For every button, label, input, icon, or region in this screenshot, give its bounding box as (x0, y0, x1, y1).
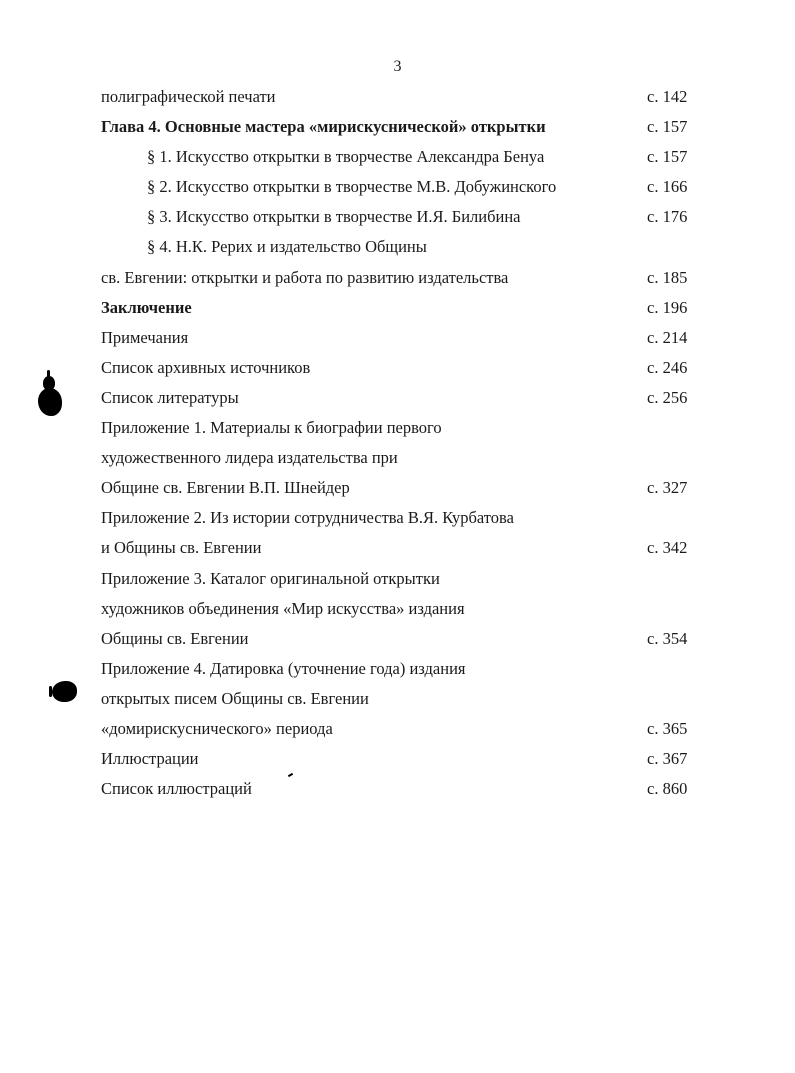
toc-entry-title: Иллюстрации (101, 749, 199, 769)
toc-entry (0, 353, 795, 383)
toc-entry (0, 293, 795, 323)
toc-entry (0, 473, 795, 503)
toc-entry-page: с. 860 (647, 779, 688, 799)
ink-blot (38, 388, 62, 416)
toc-entry (0, 202, 795, 232)
toc-entry-title: Общины св. Евгении (101, 628, 249, 648)
toc-entry-title: Приложение 3. Каталог оригинальной открытки (101, 568, 440, 588)
toc-entry-title: Примечания (101, 327, 189, 347)
toc-entry (0, 142, 795, 172)
toc-entry-page: с. 342 (647, 538, 688, 558)
toc-entry (0, 774, 795, 804)
toc-entry-page: с. 142 (647, 87, 688, 106)
toc-entry-title: Глава 4. Основные мастера «мирискуснической» открытки (101, 117, 546, 137)
toc-entry-title: Список архивных источников (101, 357, 311, 377)
toc-entry-title: и Общины св. Евгении (101, 538, 262, 558)
toc-entry (0, 82, 795, 112)
toc-entry-title: полиграфической печати (101, 87, 276, 106)
toc-entry-page: с. 196 (647, 297, 688, 317)
toc-entry-title: художественного лидера издательства при (101, 448, 398, 468)
toc-entry-title: Список литературы (101, 387, 239, 407)
toc-entry-title: Приложение 2. Из истории сотрудничества В.Я. Курбатова (101, 508, 514, 528)
toc-entry (0, 533, 795, 563)
toc-entry-title: § 2. Искусство открытки в творчестве М.В. Добужинского (147, 177, 557, 197)
toc-entry (0, 624, 795, 654)
toc-entry (0, 684, 795, 714)
page-number: 3 (393, 58, 402, 75)
toc-entry-page: с. 327 (647, 478, 688, 498)
toc-entry (0, 714, 795, 744)
toc-entry-page: с. 365 (647, 718, 688, 738)
toc-entry-page: с. 214 (647, 327, 688, 347)
toc-entry (0, 564, 795, 594)
toc-entry-page: с. 185 (647, 267, 688, 287)
toc-entry (0, 383, 795, 413)
toc-entry-title: Приложение 1. Материалы к биографии первого (101, 418, 442, 438)
toc-entry-title: § 4. Н.К. Рерих и издательство Общины (147, 237, 427, 257)
toc-entry-title: § 3. Искусство открытки в творчестве И.Я. Билибина (147, 207, 521, 227)
toc-entry-page: с. 367 (647, 749, 688, 769)
toc-entry (0, 594, 795, 624)
toc-entry-title: Заключение (101, 297, 192, 317)
toc-entry (0, 112, 795, 142)
toc-entry-page: с. 256 (647, 387, 688, 407)
toc-entry (0, 654, 795, 684)
toc-entry-title: Общине св. Евгении В.П. Шнейдер (101, 478, 350, 498)
ink-blot (52, 681, 77, 702)
table-of-contents (0, 82, 795, 804)
toc-entry-page: с. 157 (647, 117, 688, 137)
toc-entry-title: св. Евгении: открытки и работа по развитию издательства (101, 267, 509, 287)
toc-entry (0, 172, 795, 202)
toc-entry-page: с. 176 (647, 207, 688, 227)
toc-entry-title: § 1. Искусство открытки в творчестве Александра Бенуа (147, 147, 545, 167)
toc-entry-title: «домирискуснического» периода (101, 718, 333, 738)
toc-entry (0, 323, 795, 353)
toc-entry (0, 744, 795, 774)
toc-entry (0, 413, 795, 443)
toc-entry-title: Список иллюстраций (101, 779, 252, 799)
toc-entry (0, 232, 795, 262)
toc-entry-page: с. 157 (647, 147, 688, 167)
toc-entry-page: с. 246 (647, 357, 688, 377)
toc-entry (0, 263, 795, 293)
toc-entry-title: Приложение 4. Датировка (уточнение года) издания (101, 658, 466, 678)
toc-entry-title: открытых писем Общины св. Евгении (101, 688, 369, 708)
toc-entry-page: с. 354 (647, 628, 688, 648)
toc-entry-page: с. 166 (647, 177, 688, 197)
toc-entry (0, 503, 795, 533)
toc-entry (0, 443, 795, 473)
toc-entry-title: художников объединения «Мир искусства» издания (101, 598, 465, 618)
